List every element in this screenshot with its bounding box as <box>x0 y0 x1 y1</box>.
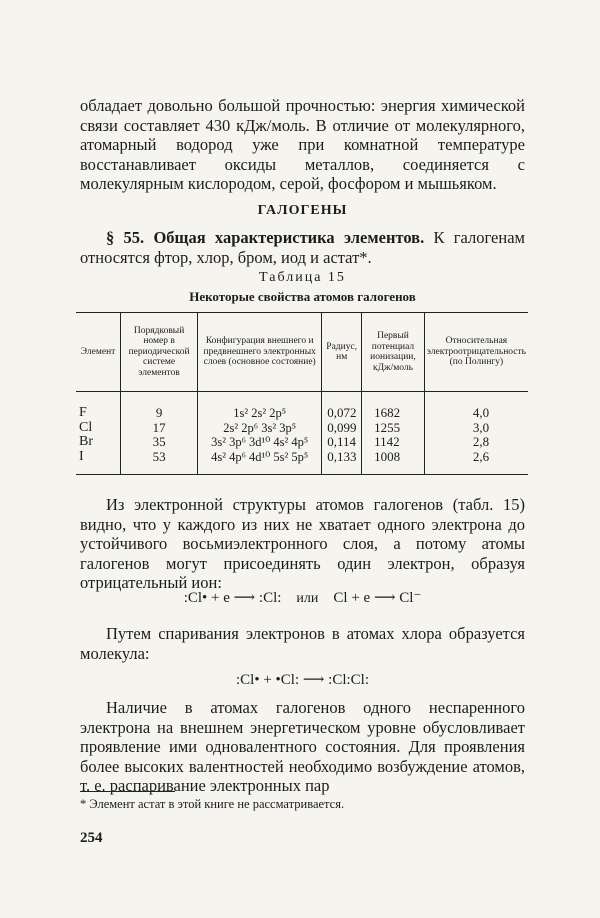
cell-number: 9 <box>121 392 198 421</box>
footnote-divider <box>80 791 175 792</box>
page-number: 254 <box>80 830 103 846</box>
header-element: Элемент <box>76 313 121 392</box>
cell-ionization: 1142 <box>362 435 425 450</box>
equation-or: или <box>296 591 319 606</box>
equation-right: Cl + e ⟶ Cl⁻ <box>333 590 422 606</box>
footnote: * Элемент астат в этой книге не рассматривается. <box>80 797 345 811</box>
cell-electronegativity: 2,8 <box>424 435 528 450</box>
equation-molecule-formation: :Cl• + •Cl: ⟶ :Cl:Cl: <box>236 672 369 688</box>
cell-config: 1s² 2s² 2p⁵ <box>198 392 322 421</box>
table-row <box>76 435 528 450</box>
cell-element: Cl <box>79 419 93 435</box>
section-title: § 55. Общая характеристика элементов. <box>106 228 425 247</box>
cell-electronegativity: 2,6 <box>424 450 528 475</box>
paragraph-molecule: Путем спаривания электронов в атомах хлора образуется молекула: <box>80 624 525 663</box>
cell-config: 4s² 4p⁶ 4d¹⁰ 5s² 5p⁵ <box>198 450 322 475</box>
cell-element: I <box>79 448 84 464</box>
header-number: Порядковый номер в периодической системе элементов <box>121 313 198 392</box>
cell-ionization: 1682 <box>362 392 425 421</box>
cell-radius: 0,114 <box>322 435 362 450</box>
header-ionization: Первый потенциал ионизации, кДж/моль <box>362 313 425 392</box>
cell-radius: 0,099 <box>322 421 362 436</box>
cell-electronegativity: 3,0 <box>424 421 528 436</box>
cell-config: 2s² 2p⁶ 3s² 3p⁵ <box>198 421 322 436</box>
section-heading: ГАЛОГЕНЫ <box>257 203 348 218</box>
equation-ion-formation <box>80 588 525 607</box>
cell-number: 35 <box>121 435 198 450</box>
section-intro: К галогенам относятся фтор, хлор, бром, иод и астат*. <box>80 228 525 267</box>
table-caption: Некоторые свойства атомов галогенов <box>189 289 416 304</box>
cell-element: Br <box>79 434 93 449</box>
table-label: Таблица 15 <box>259 270 346 285</box>
table-row <box>76 421 528 436</box>
cell-config: 3s² 3p⁶ 3d¹⁰ 4s² 4p⁵ <box>198 435 322 450</box>
table-row <box>76 450 528 475</box>
cell-number: 53 <box>121 450 198 475</box>
paragraph-hydrogen: обладает довольно большой прочностью: энергия химической связи составляет 430 кДж/моль. В отличие от молекулярного, атомарный водород уже при комнатной температуре восстанавливает оксиды металлов, соединяется с молекулярным кислородом, серой, фосфором и мышьяком. <box>80 96 525 193</box>
table-header-row <box>76 313 528 392</box>
paragraph-valence: Наличие в атомах галогенов одного неспаренного электрона на внешнем энергетическом уровне обусловливает проявление ими одновалентного состояния. Для проявления более высоких валентностей необходимо возбуждение атомов, т. е. распаривание электронных пар <box>80 698 525 795</box>
cell-radius: 0,133 <box>322 450 362 475</box>
cell-ionization: 1008 <box>362 450 425 475</box>
cell-ionization: 1255 <box>362 421 425 436</box>
cell-number: 17 <box>121 421 198 436</box>
cell-element: F <box>79 405 87 420</box>
paragraph-section-55 <box>80 228 525 267</box>
cell-electronegativity: 4,0 <box>424 392 528 421</box>
equation-left: :Cl• + e ⟶ :Cl: <box>183 590 282 606</box>
header-electronegativity: Относительная электроотрицательность (по Полингу) <box>424 313 528 392</box>
header-config: Конфигурация внешнего и предвнешнего электронных слоев (основное состояние) <box>198 313 322 392</box>
table-row <box>76 392 528 421</box>
halogen-properties-table <box>76 312 528 475</box>
paragraph-electron-structure: Из электронной структуры атомов галогенов (табл. 15) видно, что у каждого из них не хватает одного электрона до устойчивого восьмиэлектронного слоя, а потому атомы галогенов могут присоединять один электрон, образуя отрицательный ион: <box>80 495 525 592</box>
cell-radius: 0,072 <box>322 392 362 421</box>
header-radius: Радиус, нм <box>322 313 362 392</box>
